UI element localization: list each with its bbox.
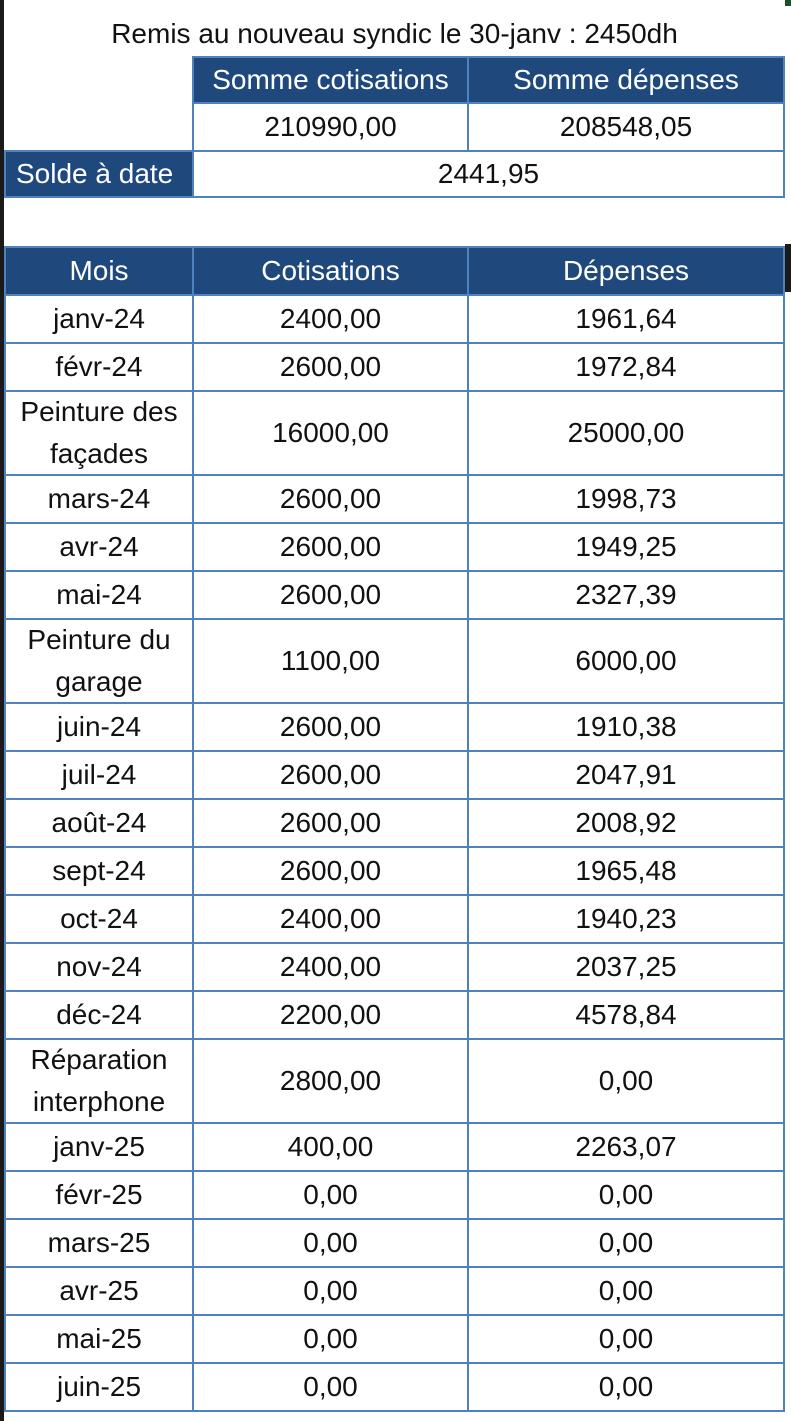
header-mois: Mois — [4, 246, 194, 296]
row-label: déc-24 — [4, 990, 194, 1040]
sum-depenses-value[interactable]: 208548,05 — [467, 102, 785, 152]
cell-cotisations[interactable]: 2800,00 — [192, 1038, 469, 1124]
cell-depenses[interactable]: 0,00 — [467, 1218, 785, 1268]
cell-depenses[interactable]: 25000,00 — [467, 390, 785, 476]
cell-depenses[interactable]: 1972,84 — [467, 342, 785, 392]
row-label: sept-24 — [4, 846, 194, 896]
cell-depenses[interactable]: 1998,73 — [467, 474, 785, 524]
cell-cotisations[interactable]: 2600,00 — [192, 570, 469, 620]
cell-depenses[interactable]: 1961,64 — [467, 294, 785, 344]
cell-cotisations[interactable]: 0,00 — [192, 1314, 469, 1364]
cell-cotisations[interactable]: 2600,00 — [192, 702, 469, 752]
cell-cotisations[interactable]: 2600,00 — [192, 342, 469, 392]
solde-value[interactable]: 2441,95 — [192, 150, 785, 198]
right-edge-top — [785, 0, 791, 6]
row-label: mars-24 — [4, 474, 194, 524]
cell-depenses[interactable]: 2008,92 — [467, 798, 785, 848]
cell-cotisations[interactable]: 2200,00 — [192, 990, 469, 1040]
row-label: févr-24 — [4, 342, 194, 392]
cell-cotisations[interactable]: 2400,00 — [192, 942, 469, 992]
row-label: févr-25 — [4, 1170, 194, 1220]
cell-depenses[interactable]: 0,00 — [467, 1362, 785, 1412]
cell-cotisations[interactable]: 0,00 — [192, 1170, 469, 1220]
cell-depenses[interactable]: 2037,25 — [467, 942, 785, 992]
row-label: juin-25 — [4, 1362, 194, 1412]
right-edge — [785, 244, 791, 292]
cell-cotisations[interactable]: 0,00 — [192, 1362, 469, 1412]
page-title: Remis au nouveau syndic le 30-janv : 2450dh — [111, 18, 678, 49]
row-label: oct-24 — [4, 894, 194, 944]
cell-cotisations[interactable]: 2600,00 — [192, 750, 469, 800]
header-depenses: Dépenses — [467, 246, 785, 296]
cell-cotisations[interactable]: 2600,00 — [192, 846, 469, 896]
row-label: août-24 — [4, 798, 194, 848]
cell-cotisations[interactable]: 1100,00 — [192, 618, 469, 704]
solde-label: Solde à date — [4, 150, 194, 198]
cell-depenses[interactable]: 0,00 — [467, 1038, 785, 1124]
cell-cotisations[interactable]: 16000,00 — [192, 390, 469, 476]
cell-depenses[interactable]: 6000,00 — [467, 618, 785, 704]
cell-depenses[interactable]: 1910,38 — [467, 702, 785, 752]
cell-cotisations[interactable]: 2600,00 — [192, 474, 469, 524]
cell-depenses[interactable]: 0,00 — [467, 1170, 785, 1220]
header-cotisations: Cotisations — [192, 246, 469, 296]
row-label: mars-25 — [4, 1218, 194, 1268]
row-label: juin-24 — [4, 702, 194, 752]
cell-cotisations[interactable]: 2400,00 — [192, 294, 469, 344]
cell-depenses[interactable]: 0,00 — [467, 1314, 785, 1364]
row-label: avr-25 — [4, 1266, 194, 1316]
cell-cotisations[interactable]: 2600,00 — [192, 798, 469, 848]
cell-depenses[interactable]: 2047,91 — [467, 750, 785, 800]
cell-depenses[interactable]: 1949,25 — [467, 522, 785, 572]
cell-cotisations[interactable]: 400,00 — [192, 1122, 469, 1172]
cell-cotisations[interactable]: 0,00 — [192, 1218, 469, 1268]
sum-cotisations-value[interactable]: 210990,00 — [192, 102, 469, 152]
cell-depenses[interactable]: 0,00 — [467, 1266, 785, 1316]
row-label: juil-24 — [4, 750, 194, 800]
cell-depenses[interactable]: 2327,39 — [467, 570, 785, 620]
row-label: janv-24 — [4, 294, 194, 344]
row-label: janv-25 — [4, 1122, 194, 1172]
row-label: avr-24 — [4, 522, 194, 572]
cell-cotisations[interactable]: 2400,00 — [192, 894, 469, 944]
row-label: mai-24 — [4, 570, 194, 620]
cell-depenses[interactable]: 4578,84 — [467, 990, 785, 1040]
row-label: Peinture du garage — [4, 618, 194, 704]
cell-cotisations[interactable]: 0,00 — [192, 1266, 469, 1316]
sum-cotisations-header: Somme cotisations — [192, 56, 469, 104]
row-label: Réparation interphone — [4, 1038, 194, 1124]
sum-depenses-header: Somme dépenses — [467, 56, 785, 104]
row-label: nov-24 — [4, 942, 194, 992]
cell-depenses[interactable]: 1965,48 — [467, 846, 785, 896]
row-label: mai-25 — [4, 1314, 194, 1364]
cell-depenses[interactable]: 2263,07 — [467, 1122, 785, 1172]
cell-depenses[interactable]: 1940,23 — [467, 894, 785, 944]
cell-cotisations[interactable]: 2600,00 — [192, 522, 469, 572]
row-label: Peinture des façades — [4, 390, 194, 476]
